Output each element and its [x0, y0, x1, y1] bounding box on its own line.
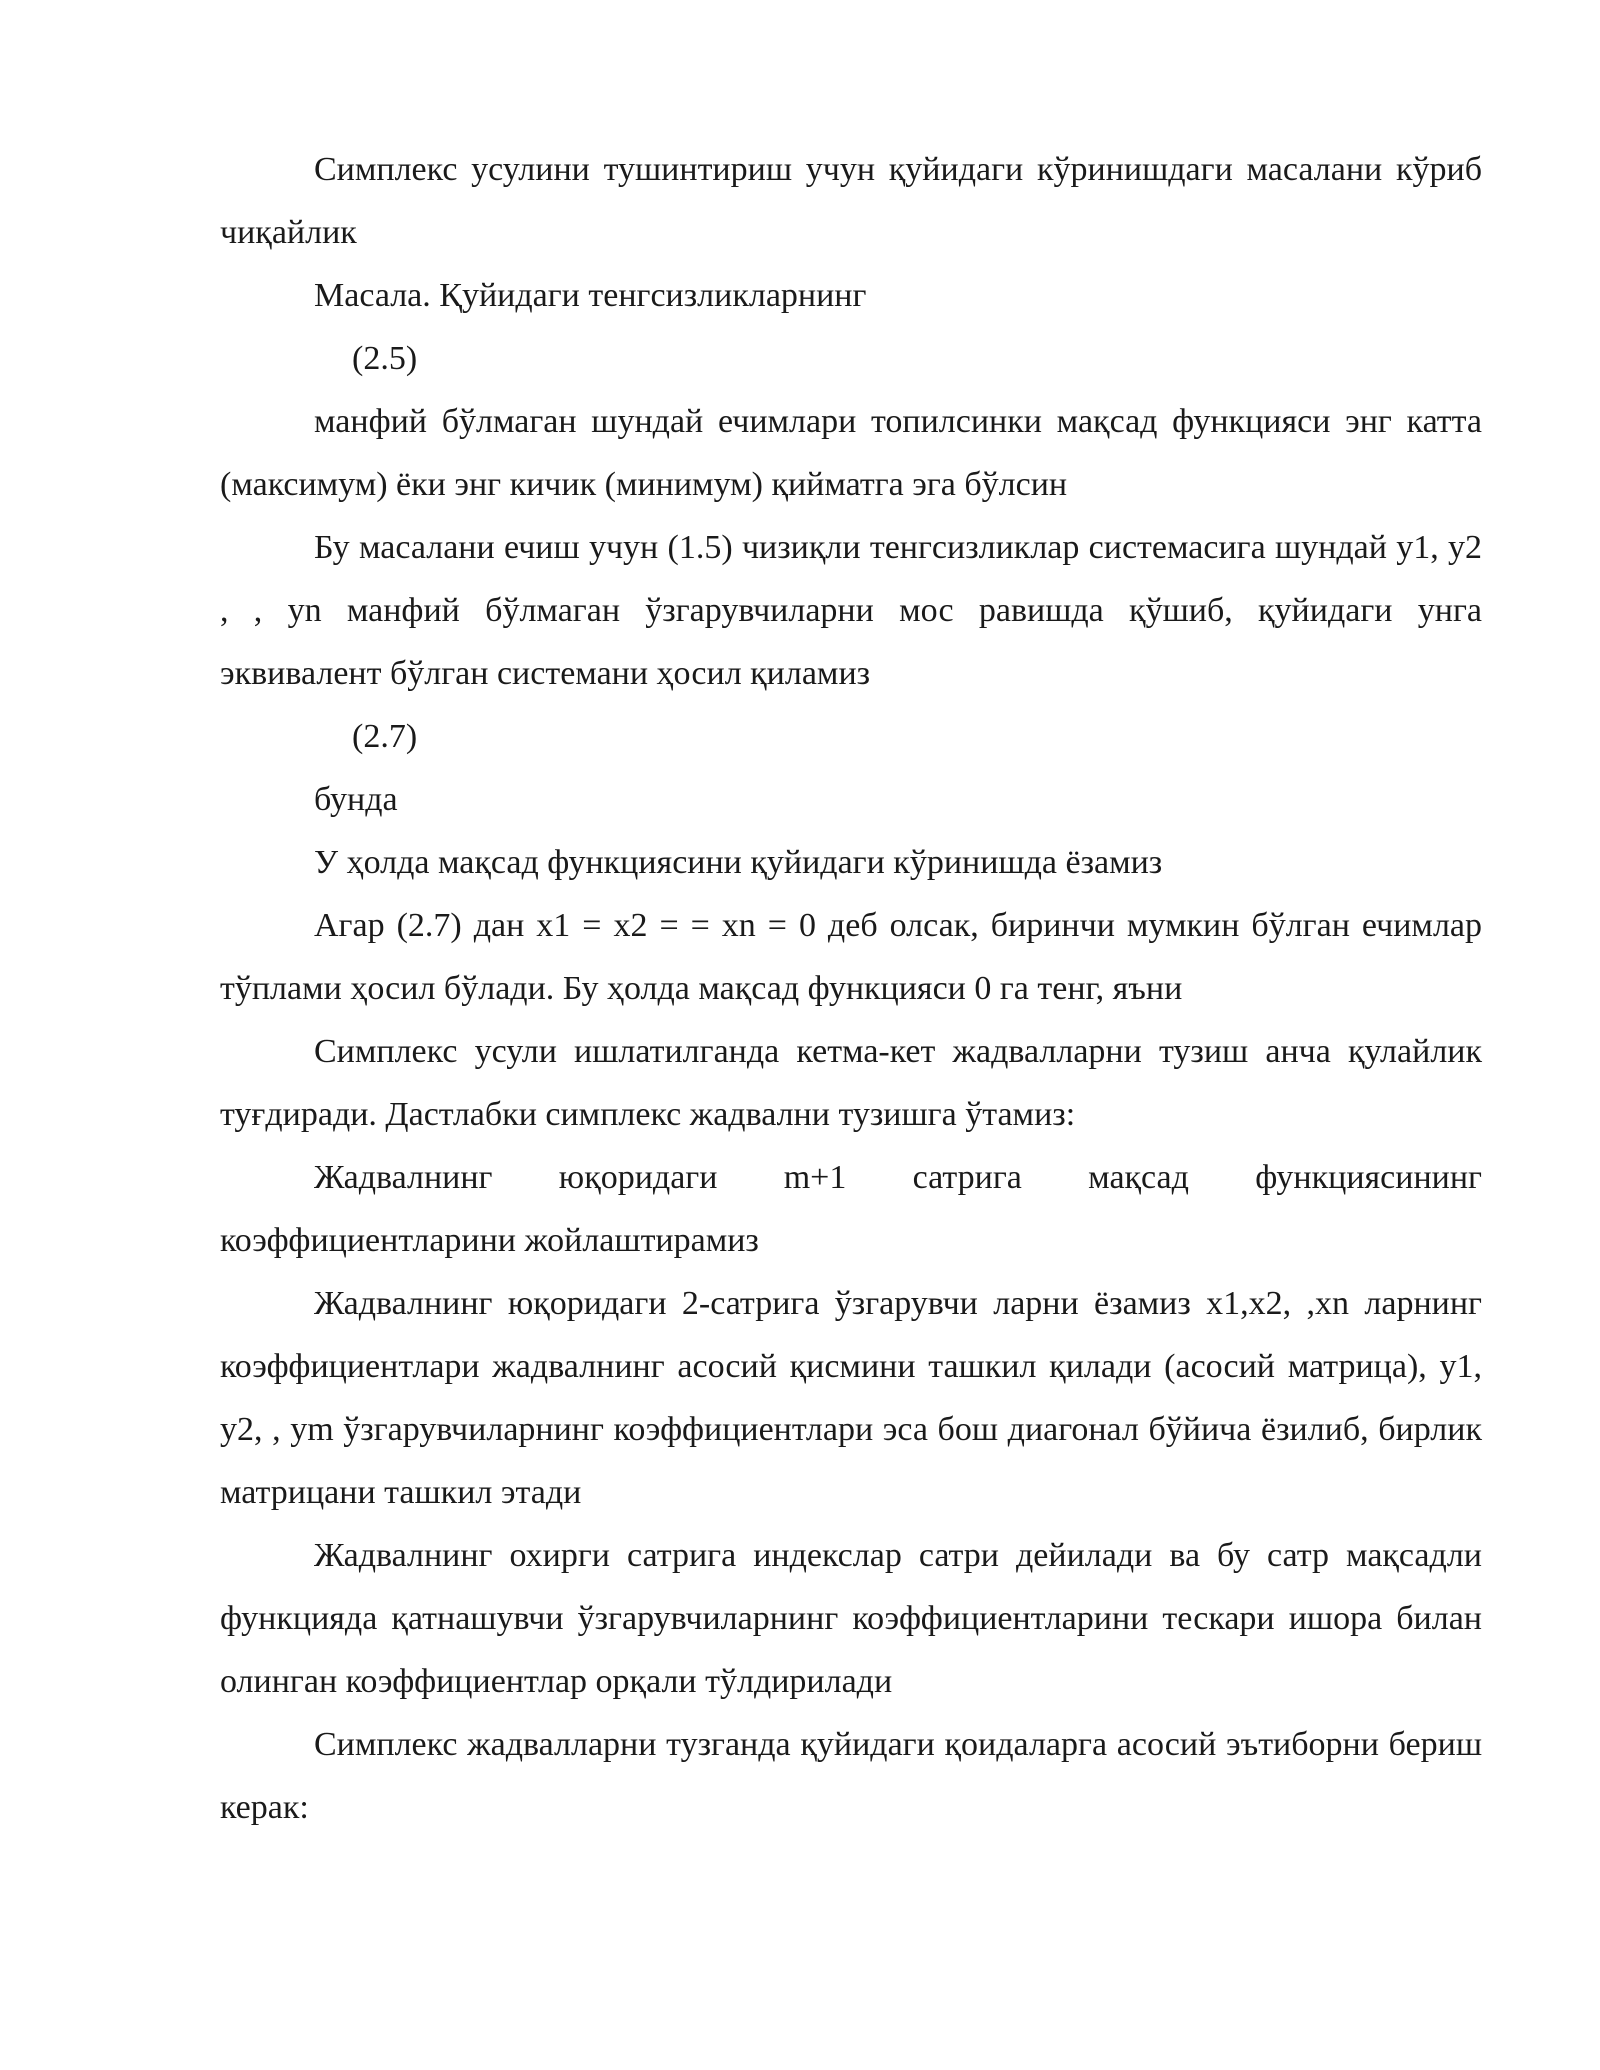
paragraph-simplex-tables: Симплекс усули ишлатилганда кетма-кет жадвалларни тузиш анча қулайлик туғдиради. Дастлабки симплекс жадвални тузишга ўтамиз:: [220, 1033, 1482, 1133]
paragraph-rules: Симплекс жадвалларни тузганда қуйидаги қоидаларга асосий эътиборни бериш керак:: [220, 1726, 1482, 1826]
paragraph-initial-solution: Агар (2.7) дан x1 = x2 = = xn = 0 деб олсак, биринчи мумкин бўлган ечимлар тўплами ҳосил бўлади. Бу ҳолда мақсад функцияси 0 га тенг, яъни: [220, 907, 1482, 1007]
formula-label-2-5: (2.5): [352, 340, 418, 377]
document-page: [220, 138, 1482, 1839]
paragraph-slack-variables: Бу масалани ечиш учун (1.5) чизиқли тенгсизликлар системасига шундай y1, y2 , , yn манфий бўлмаган ўзгарувчиларни мос равишда қўшиб, қуйидаги унга эквивалент бўлган системани ҳосил қиламиз: [220, 529, 1482, 692]
formula-label-2-7: (2.7): [352, 718, 418, 755]
paragraph-table-row-1: Жадвалнинг юқоридаги m+1 сатрига мақсад функциясининг коэффициентларини жойлаштирамиз: [220, 1159, 1482, 1259]
paragraph-intro: Симплекс усулини тушинтириш учун қуйидаги кўринишдаги масалани кўриб чиқайлик: [220, 151, 1482, 251]
paragraph-problem-title: Масала. Қуйидаги тенгсизликларнинг: [314, 277, 867, 314]
paragraph-where: бунда: [314, 781, 398, 818]
paragraph-index-row: Жадвалнинг охирги сатрига индекслар сатри дейилади ва бу сатр мақсадли функцияда қатнашувчи ўзгарувчиларнинг коэффициентларини тескари ишора билан олинган коэффициентлар орқали тўлдирилади: [220, 1537, 1482, 1700]
paragraph-table-row-2: Жадвалнинг юқоридаги 2-сатрига ўзгарувчи ларни ёзамиз x1,x2, ,xn ларнинг коэффициентлари жадвалнинг асосий қисмини ташкил қилади (асосий матрица), y1, y2, , ym ўзгарувчиларнинг коэффициентлари эса бош диагонал бўйича ёзилиб, бирлик матрицани ташкил этади: [220, 1285, 1482, 1511]
paragraph-objective: манфий бўлмаган шундай ечимлари топилсинки мақсад функцияси энг катта (максимум) ёки энг кичик (минимум) қийматга эга бўлсин: [220, 403, 1482, 503]
paragraph-objective-form: У ҳолда мақсад функциясини қуйидаги кўринишда ёзамиз: [314, 844, 1163, 881]
